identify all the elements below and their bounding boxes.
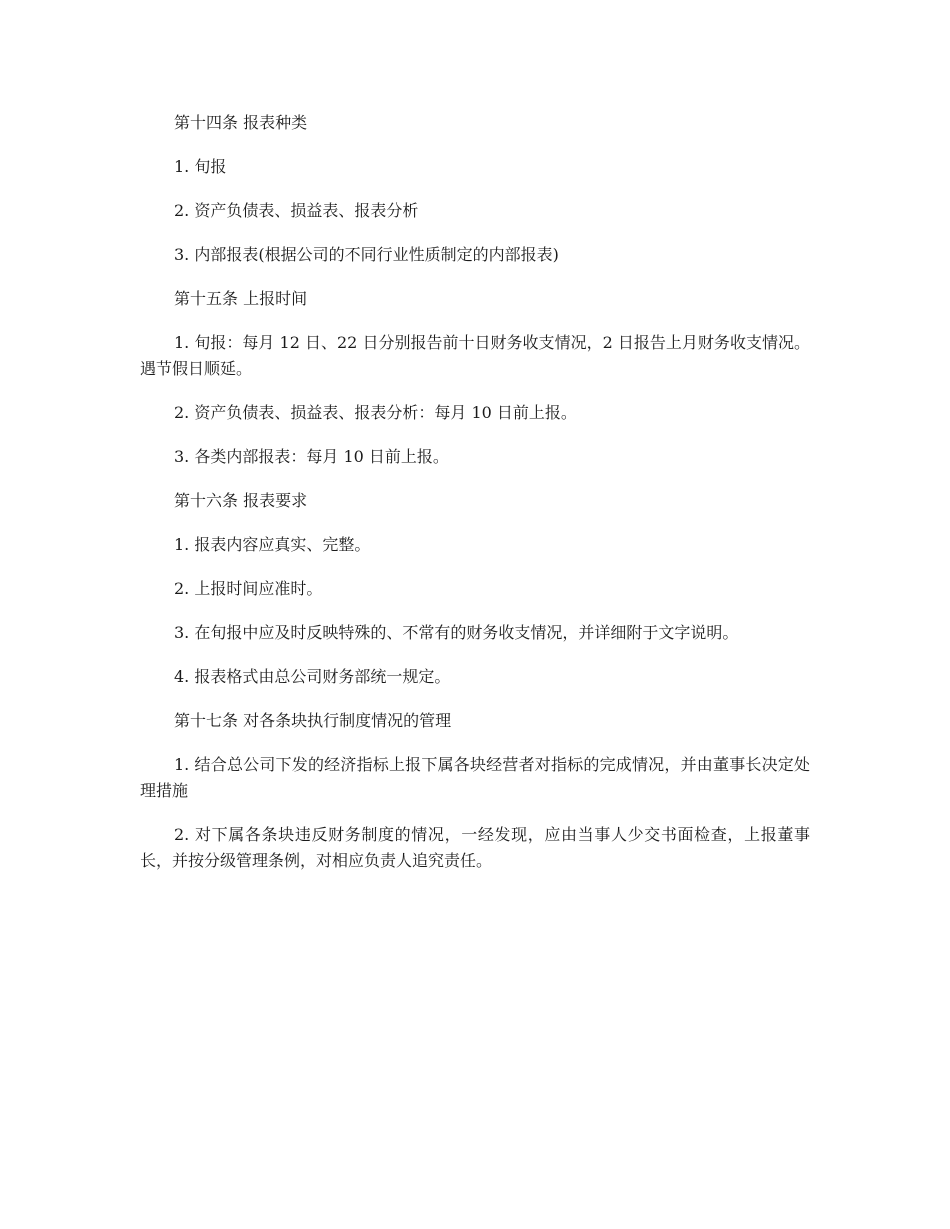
article-15-heading: 第十五条 上报时间 xyxy=(174,289,308,308)
article-14-item-2: 2. 资产负债表、损益表、报表分析 xyxy=(174,201,419,220)
article-16-heading: 第十六条 报表要求 xyxy=(174,491,308,510)
article-17-item-2: 2. 对下属各条块违反财务制度的情况，一经发现，应由当事人少交书面检查，上报董事长，并按分级管理条例，对相应负责人追究责任。 xyxy=(140,825,810,870)
article-16-item-4: 4. 报表格式由总公司财务部统一规定。 xyxy=(174,667,451,686)
article-14-heading: 第十四条 报表种类 xyxy=(174,113,308,132)
article-15-item-2: 2. 资产负债表、损益表、报表分析：每月 10 日前上报。 xyxy=(174,403,577,422)
document-page xyxy=(140,110,810,892)
article-15-item-3: 3. 各类内部报表：每月 10 日前上报。 xyxy=(174,447,449,466)
article-14-item-1: 1. 旬报 xyxy=(174,157,227,176)
article-15-item-1: 1. 旬报：每月 12 日、22 日分别报告前十日财务收支情况，2 日报告上月财务收支情况。遇节假日顺延。 xyxy=(140,333,810,378)
article-17-item-1: 1. 结合总公司下发的经济指标上报下属各块经营者对指标的完成情况，并由董事长决定处理措施 xyxy=(140,755,810,800)
article-16-item-2: 2. 上报时间应准时。 xyxy=(174,579,323,598)
article-16-item-3: 3. 在旬报中应及时反映特殊的、不常有的财务收支情况，并详细附于文字说明。 xyxy=(174,623,739,642)
article-16-item-1: 1. 报表内容应真实、完整。 xyxy=(174,535,371,554)
article-17-heading: 第十七条 对各条块执行制度情况的管理 xyxy=(174,711,452,730)
article-14-item-3: 3. 内部报表(根据公司的不同行业性质制定的内部报表) xyxy=(174,245,559,264)
